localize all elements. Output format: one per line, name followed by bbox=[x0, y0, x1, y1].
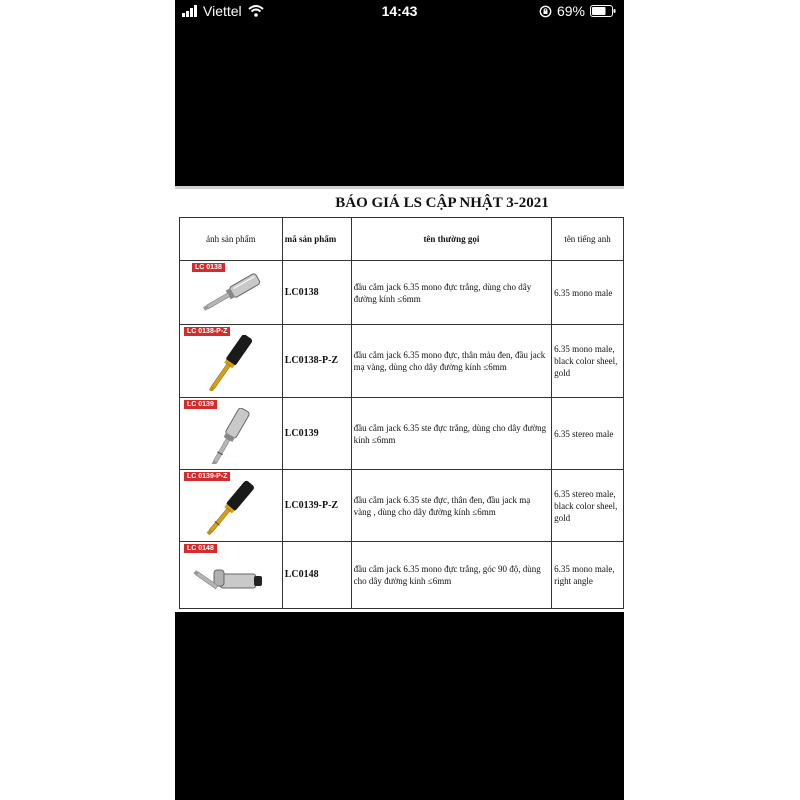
header-image: ảnh sản phẩm bbox=[180, 218, 283, 261]
product-english-name: 6.35 stereo male, black color sheel, gold bbox=[552, 470, 624, 542]
product-common-name: đầu cắm jack 6.35 mono đực, thân màu đen, đầu jack mạ vàng, dùng cho dây đường kính ≤6mm bbox=[351, 325, 551, 398]
cropped-edge-line bbox=[175, 186, 624, 189]
product-image-cell bbox=[180, 261, 283, 325]
product-common-name: đầu cắm jack 6.35 mono đực trắng, dùng cho dây đường kính ≤6mm bbox=[351, 261, 551, 325]
status-right bbox=[539, 3, 616, 19]
table-row bbox=[180, 398, 624, 470]
product-common-name: đầu cắm jack 6.35 ste đực, thân đen, đầu jack mạ vàng , dùng cho dây đường kính ≤6mm bbox=[351, 470, 551, 542]
carrier-label: Viettel bbox=[203, 3, 242, 19]
product-tag: LC 0138 bbox=[192, 263, 225, 272]
phone-screen bbox=[175, 0, 624, 800]
product-tag: LC 0148 bbox=[184, 544, 217, 553]
header-english-name: tên tiếng anh bbox=[552, 218, 624, 261]
product-common-name: đầu cắm jack 6.35 ste đực trắng, dùng cho dây đường kính ≤6mm bbox=[351, 398, 551, 470]
table-row bbox=[180, 542, 624, 609]
orientation-lock-icon bbox=[539, 5, 552, 18]
header-code: mã sản phẩm bbox=[282, 218, 351, 261]
product-image-cell bbox=[180, 398, 283, 470]
product-code: LC0139-P-Z bbox=[282, 470, 351, 542]
jack-plug-image bbox=[190, 552, 270, 604]
jack-plug-image bbox=[190, 480, 270, 536]
product-tag: LC 0139 bbox=[184, 400, 217, 409]
table-row bbox=[180, 470, 624, 542]
document-title: BÁO GIÁ LS CẬP NHẬT 3-2021 bbox=[335, 195, 549, 211]
battery-icon bbox=[590, 5, 616, 17]
clock-time: 14:43 bbox=[381, 3, 418, 19]
battery-percent: 69% bbox=[556, 3, 585, 19]
jack-plug-image bbox=[190, 335, 270, 391]
product-code: LC0138-P-Z bbox=[282, 325, 351, 398]
status-bar bbox=[175, 0, 624, 26]
table-row bbox=[180, 325, 624, 398]
product-english-name: 6.35 mono male bbox=[552, 261, 624, 325]
table-header-row bbox=[180, 218, 624, 261]
product-tag: LC 0139-P-Z bbox=[184, 472, 230, 481]
product-code: LC0148 bbox=[282, 542, 351, 609]
product-image-cell bbox=[180, 542, 283, 609]
product-english-name: 6.35 stereo male bbox=[552, 398, 624, 470]
product-english-name: 6.35 mono male, black color sheel, gold bbox=[552, 325, 624, 398]
product-image-cell bbox=[180, 470, 283, 542]
price-list-document bbox=[175, 186, 624, 612]
product-code: LC0139 bbox=[282, 398, 351, 470]
product-common-name: đầu cắm jack 6.35 mono đực trắng, góc 90 độ, dùng cho dây đường kính ≤6mm bbox=[351, 542, 551, 609]
jack-plug-image bbox=[190, 271, 270, 317]
price-table bbox=[179, 217, 624, 609]
product-english-name: 6.35 mono male, right angle bbox=[552, 542, 624, 609]
product-code: LC0138 bbox=[282, 261, 351, 325]
product-tag: LC 0138-P-Z bbox=[184, 327, 230, 336]
header-common-name: tên thường gọi bbox=[351, 218, 551, 261]
product-image-cell bbox=[180, 325, 283, 398]
table-row bbox=[180, 261, 624, 325]
jack-plug-image bbox=[190, 408, 270, 464]
